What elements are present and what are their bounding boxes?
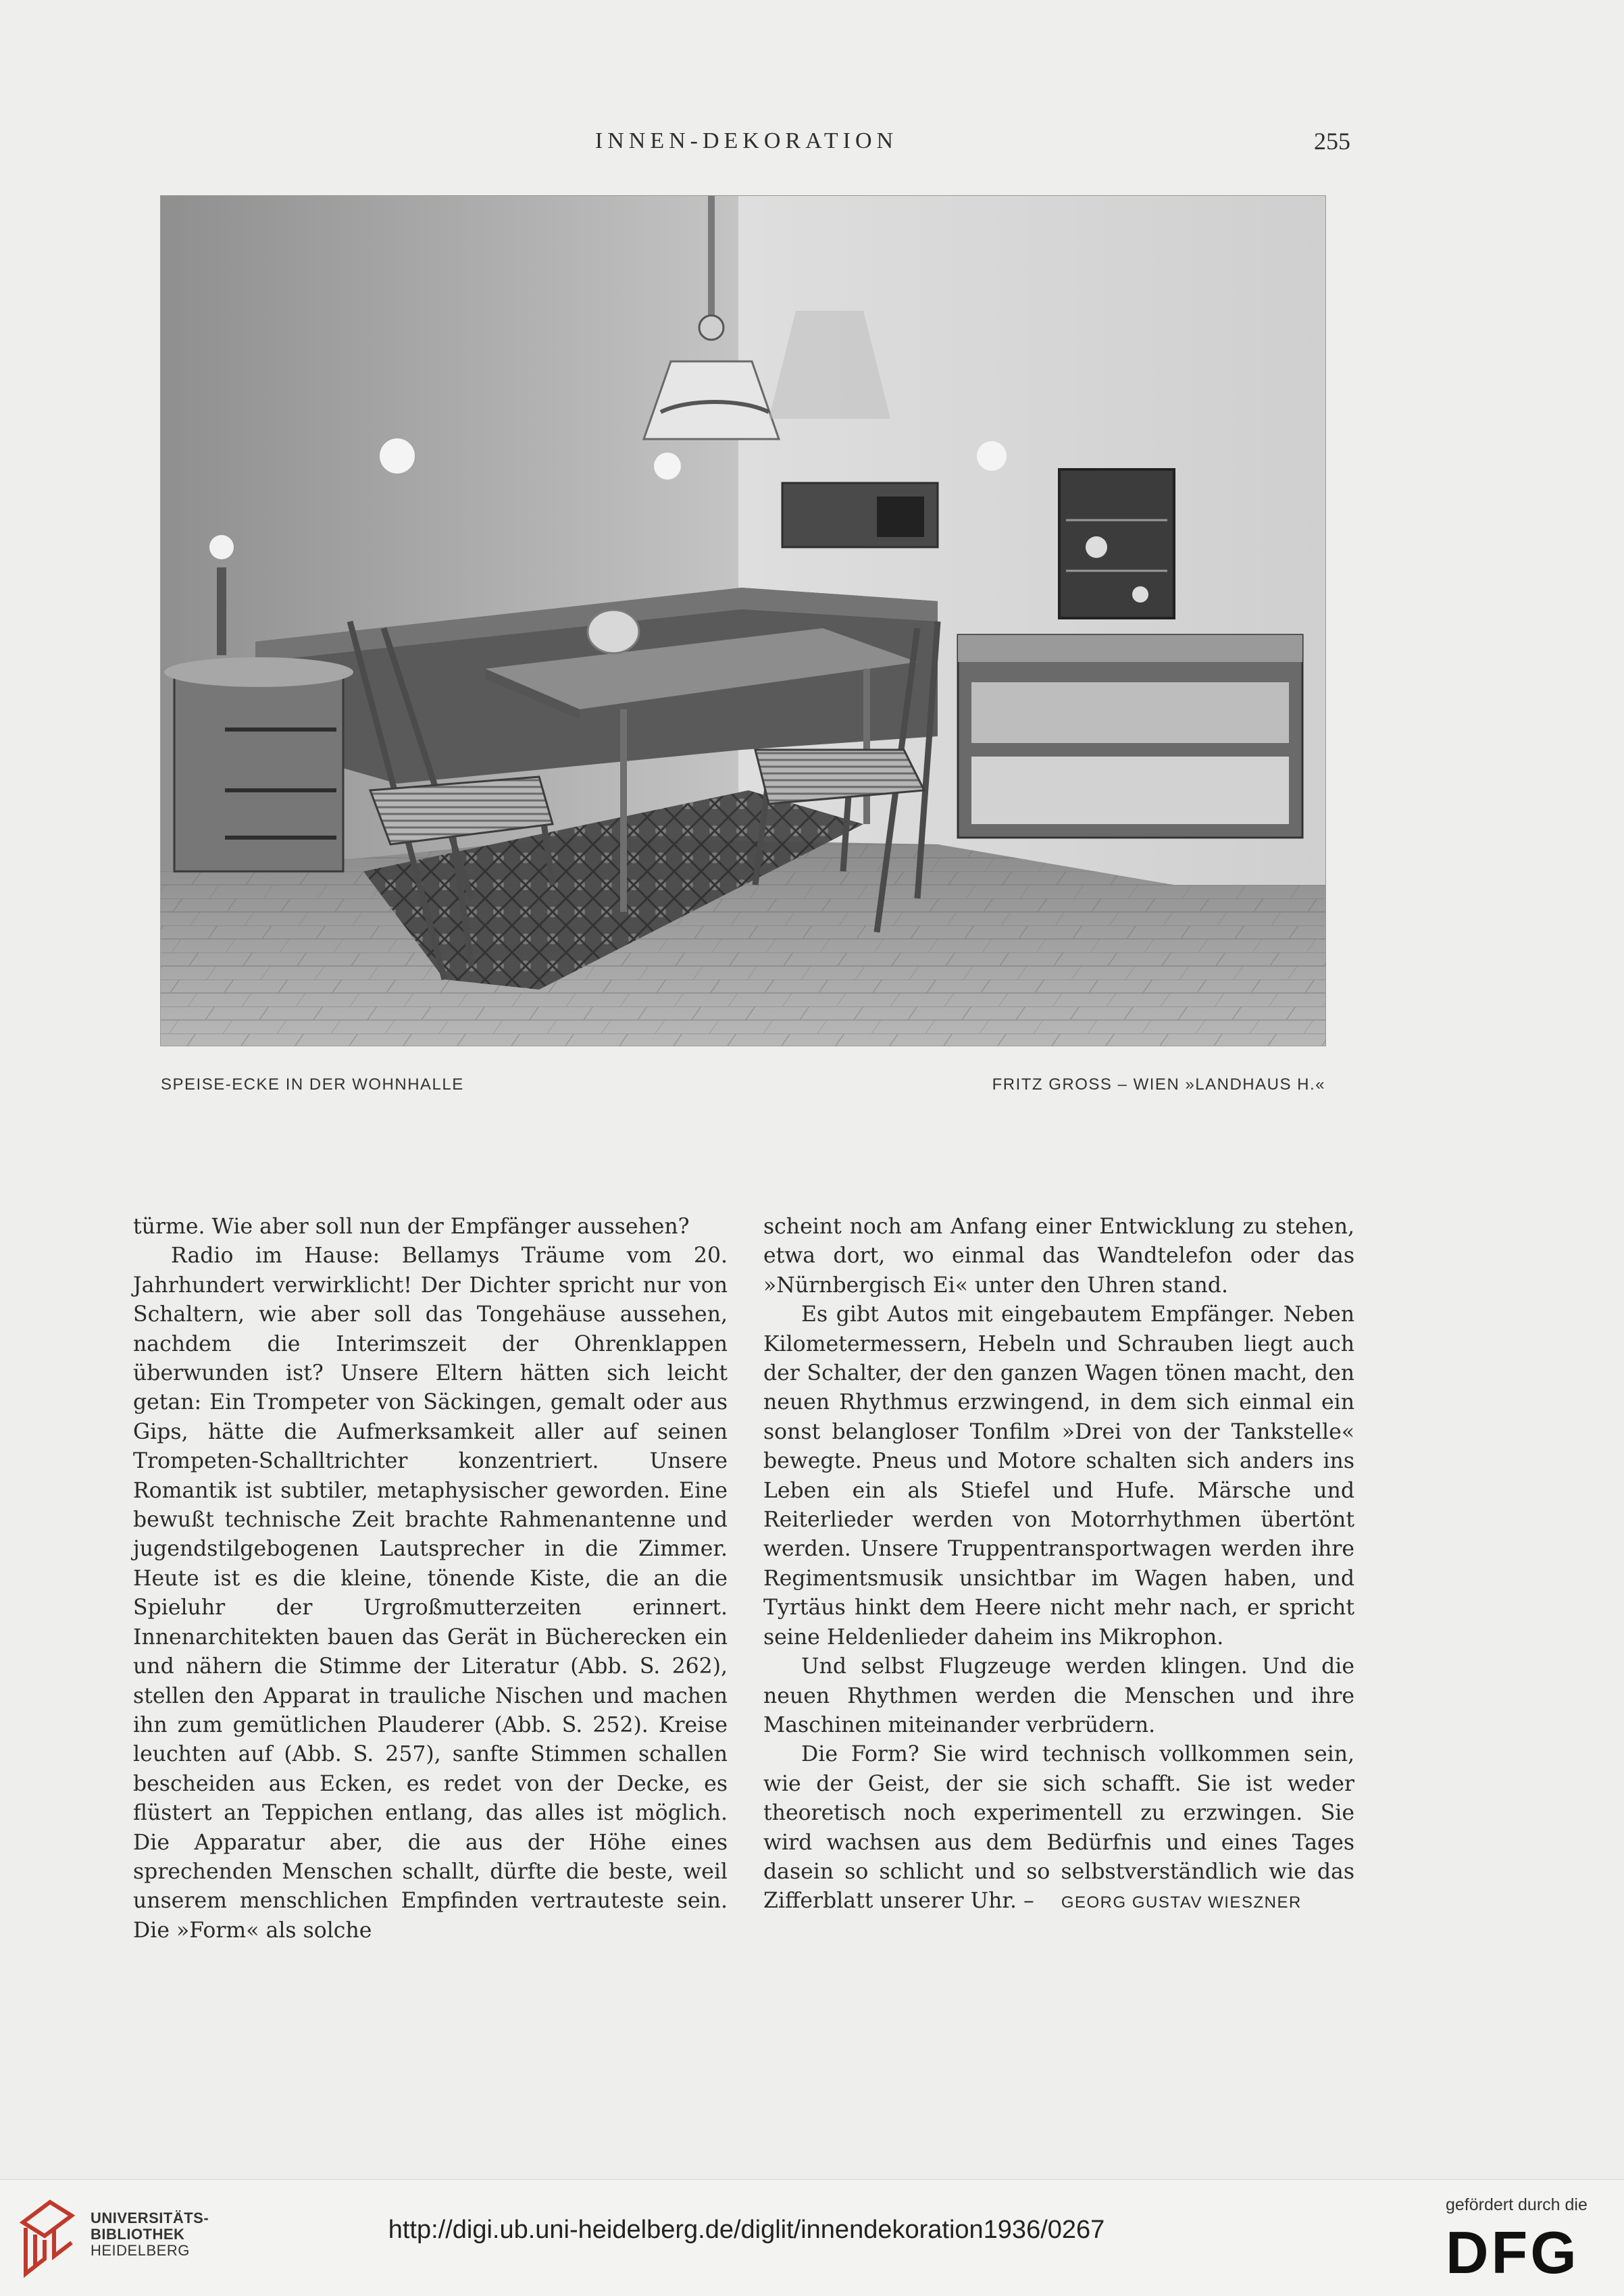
paragraph: türme. Wie aber soll nun der Empfänger aussehen? [133,1215,690,1239]
page-number: 255 [1314,128,1350,155]
digital-collection-url[interactable]: http://digi.ub.uni-heidelberg.de/diglit/innendekoration1936/0267 [388,2216,1105,2244]
library-line-3: HEIDELBERG [91,2242,190,2259]
paragraph: scheint noch am Anfang einer Entwicklung zu stehen, etwa dort, wo einmal das Wandtelefon oder das »Nürnbergisch Ei« unter den Uhren stand. [763,1215,1354,1298]
funded-by-text: gefördert durch die [1446,2195,1588,2214]
figure-caption-right: FRITZ GROSS – WIEN »LANDHAUS H.« [992,1075,1325,1094]
article-column-right [763,1213,1354,1918]
dining-corner-photo [161,196,1325,1046]
running-header-title: INNEN-DEKORATION [594,128,898,153]
library-line-1: UNIVERSITÄTS- [91,2210,209,2226]
paragraph-final [763,1740,1354,1917]
article-column-left [133,1213,728,1945]
library-line-2: BIBLIOTHEK [91,2226,185,2243]
dfg-logo: DFG [1446,2219,1579,2286]
paragraph: Und selbst Flugzeuge werden klingen. Und die neuen Rhythmen werden die Menschen und ihre Maschinen miteinander verbrüdern. [763,1654,1354,1737]
paragraph: Radio im Hause: Bellamys Träume vom 20. Jahrhundert verwirklicht! Der Dichter spricht nur von Schaltern, wie aber soll das Tongehäuse aussehen, nachdem die Interimszeit der Ohrenklappen überwunden ist? Unsere Eltern hätten sich leicht getan: Ein Trompeter von Säckingen, gemalt oder aus Gips, hätte die Aufmerksamkeit aller auf seinen Trompeten-Schalltrichter konzentriert. Unsere Romantik ist subtiler, metaphysischer geworden. Eine bewußt technische Zeit brachte Rahmenantenne und jugendstilgebogenen Lautsprecher in die Zimmer. Heute ist es die kleine, tönende Kiste, die an die Spieluhr der Urgroßmutterzeiten erinnert. Innenarchitekten bauen das Gerät in Bücherecken ein und nähern die Stimme der Literatur (Abb. S. 262), stellen den Apparat in trauliche Nischen und machen ihn zum gemütlichen Plauderer (Abb. S. 252). Kreise leuchten auf (Abb. S. 257), sanfte Stimmen schallen bescheiden aus Ecken, es redet von der Decke, es flüstert an Teppichen entlang, das alles ist möglich. Die Apparatur aber, die aus der Höhe eines sprechenden Menschen schallt, dürfte die beste, weil unserem menschlichen Empfinden vertrauteste sein. Die »Form« als solche [133,1244,728,1943]
figure-caption-left: SPEISE-ECKE IN DER WOHNHALLE [161,1075,464,1094]
paragraph-final-text: Die Form? Sie wird technisch vollkommen sein, wie der Geist, der sie sich schafft. Sie ist weder theoretisch noch experimentell zu erzwingen. Sie wird wachsen aus dem Bedürfnis und eines Tages dasein so schlicht und so selbstverständlich wie das Zifferblatt unserer Uhr. – [763,1742,1354,1914]
article-author: GEORG GUSTAV WIESZNER [1061,1893,1302,1912]
paragraph: Es gibt Autos mit eingebautem Empfänger. Neben Kilometermessern, Hebeln und Schrauben liegt auch der Schalter, der den ganzen Wagen tönen macht, den neuen Rhythmus erzwingend, in dem sich einmal ein sonst belangloser Tonfilm »Drei von der Tankstelle« bewegte. Pneus und Motore schalten sich anders ins Leben ein als Stiefel und Hufe. Märsche und Reiterlieder werden von Motorrhythmen übertönt werden. Unsere Truppentransportwagen werden ihre Regimentsmusik unsichtbar im Wagen haben, und Tyrtäus hinkt dem Heere nicht mehr nach, er spricht seine Heldenlieder daheim ins Mikrophon. [763,1302,1354,1650]
